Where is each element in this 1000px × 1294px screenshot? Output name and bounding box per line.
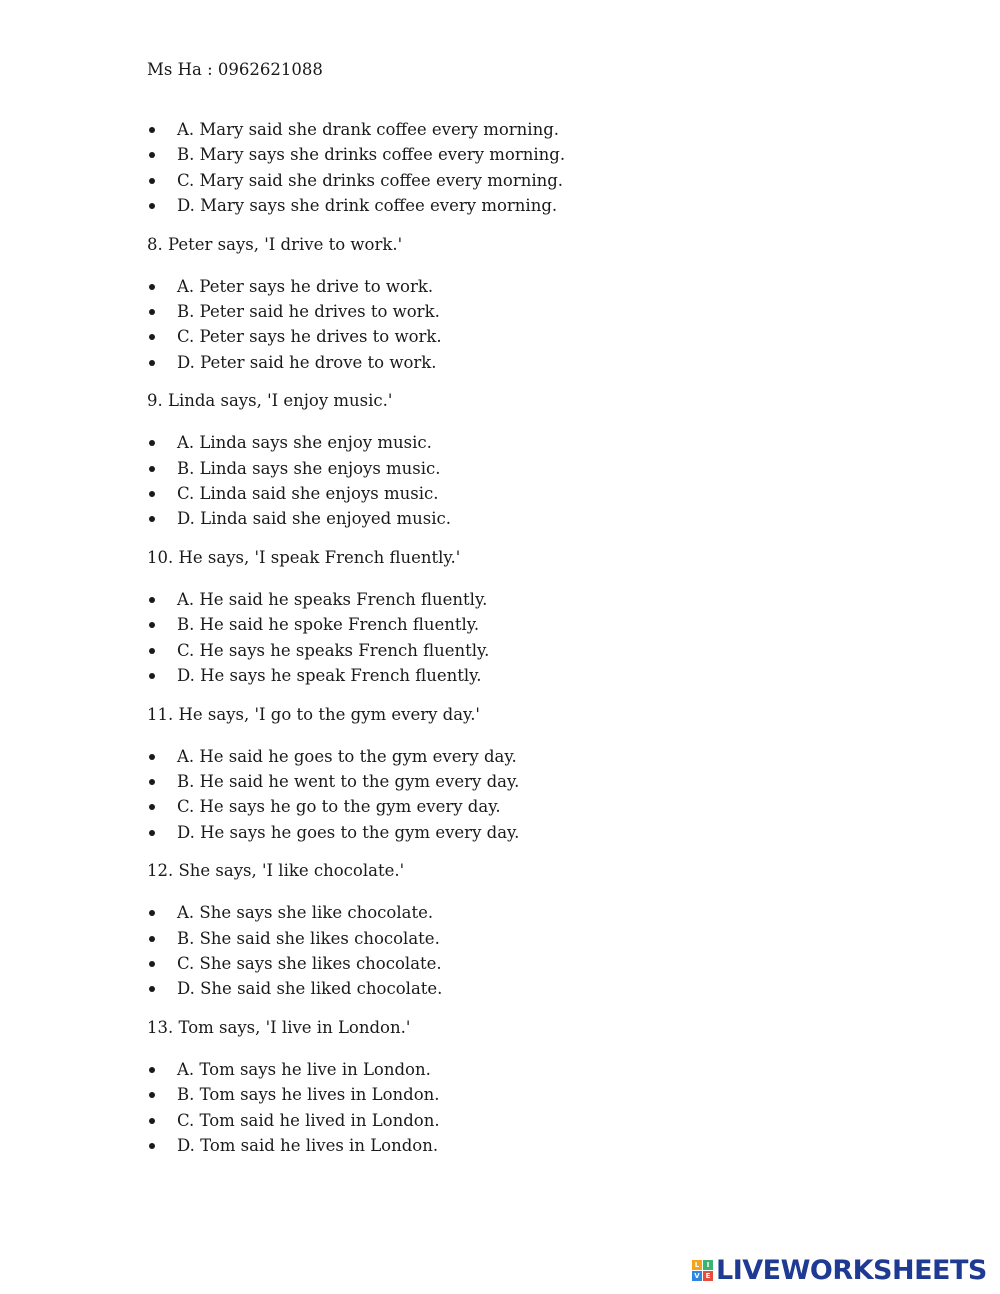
option-item: D. Linda said she enjoyed music. [147, 506, 847, 531]
bullet-icon [149, 440, 155, 446]
logo-tile-e: E [703, 1271, 713, 1281]
bullet-icon [149, 986, 155, 992]
options-list-11 [147, 744, 847, 845]
option-item: A. He said he speaks French fluently. [147, 587, 847, 612]
option-item: B. Peter said he drives to work. [147, 299, 847, 324]
bullet-icon [149, 309, 155, 315]
option-item: A. Tom says he live in London. [147, 1057, 847, 1082]
bullet-icon [149, 622, 155, 628]
option-item: C. He says he go to the gym every day. [147, 794, 847, 819]
question-12: 12. She says, 'I like chocolate.' [147, 861, 405, 881]
contact-header: Ms Ha : 0962621088 [147, 60, 323, 79]
option-item: C. She says she likes chocolate. [147, 951, 847, 976]
bullet-icon [149, 597, 155, 603]
bullet-icon [149, 1067, 155, 1073]
option-item: A. Peter says he drive to work. [147, 274, 847, 299]
bullet-icon [149, 284, 155, 290]
bullet-icon [149, 961, 155, 967]
question-8: 8. Peter says, 'I drive to work.' [147, 234, 403, 254]
option-item: B. Linda says she enjoys music. [147, 456, 847, 481]
bullet-icon [149, 648, 155, 654]
bullet-icon [149, 203, 155, 209]
option-item: C. He says he speaks French fluently. [147, 638, 847, 663]
option-item: A. He said he goes to the gym every day. [147, 744, 847, 769]
question-10: 10. He says, 'I speak French fluently.' [147, 548, 461, 568]
options-list-7 [147, 117, 847, 218]
option-item: B. He said he went to the gym every day. [147, 769, 847, 794]
bullet-icon [149, 334, 155, 340]
option-item: D. He says he speak French fluently. [147, 663, 847, 688]
option-item: C. Tom said he lived in London. [147, 1108, 847, 1133]
live-logo-icon [692, 1260, 713, 1281]
option-item: A. Linda says she enjoy music. [147, 430, 847, 455]
option-item: D. Peter said he drove to work. [147, 350, 847, 375]
option-item: B. He said he spoke French fluently. [147, 612, 847, 637]
option-item: A. She says she like chocolate. [147, 900, 847, 925]
liveworksheets-logo[interactable] [692, 1255, 987, 1285]
bullet-icon [149, 804, 155, 810]
bullet-icon [149, 754, 155, 760]
bullet-icon [149, 127, 155, 133]
bullet-icon [149, 1143, 155, 1149]
bullet-icon [149, 1118, 155, 1124]
bullet-icon [149, 516, 155, 522]
question-11: 11. He says, 'I go to the gym every day.' [147, 704, 480, 724]
logo-tile-v: V [692, 1271, 702, 1281]
bullet-icon [149, 491, 155, 497]
logo-tile-l: L [692, 1260, 702, 1270]
bullet-icon [149, 830, 155, 836]
option-item: B. Mary says she drinks coffee every morning. [147, 142, 847, 167]
bullet-icon [149, 936, 155, 942]
logo-tile-i: I [703, 1260, 713, 1270]
option-item: C. Peter says he drives to work. [147, 324, 847, 349]
question-13: 13. Tom says, 'I live in London.' [147, 1018, 411, 1038]
question-9: 9. Linda says, 'I enjoy music.' [147, 391, 393, 411]
option-item: D. He says he goes to the gym every day. [147, 820, 847, 845]
option-item: B. She said she likes chocolate. [147, 926, 847, 951]
bullet-icon [149, 779, 155, 785]
bullet-icon [149, 910, 155, 916]
option-item: A. Mary said she drank coffee every morning. [147, 117, 847, 142]
options-list-10 [147, 587, 847, 688]
bullet-icon [149, 466, 155, 472]
bullet-icon [149, 178, 155, 184]
option-item: B. Tom says he lives in London. [147, 1082, 847, 1107]
options-list-8 [147, 274, 847, 375]
bullet-icon [149, 1092, 155, 1098]
bullet-icon [149, 152, 155, 158]
option-item: D. Mary says she drink coffee every morning. [147, 193, 847, 218]
worksheet-page [147, 58, 847, 1173]
option-item: D. She said she liked chocolate. [147, 976, 847, 1001]
options-list-12 [147, 900, 847, 1001]
option-item: D. Tom said he lives in London. [147, 1133, 847, 1158]
logo-text: LIVEWORKSHEETS [716, 1254, 987, 1286]
bullet-icon [149, 673, 155, 679]
options-list-9 [147, 430, 847, 531]
options-list-13 [147, 1057, 847, 1158]
option-item: C. Linda said she enjoys music. [147, 481, 847, 506]
option-item: C. Mary said she drinks coffee every morning. [147, 168, 847, 193]
bullet-icon [149, 360, 155, 366]
